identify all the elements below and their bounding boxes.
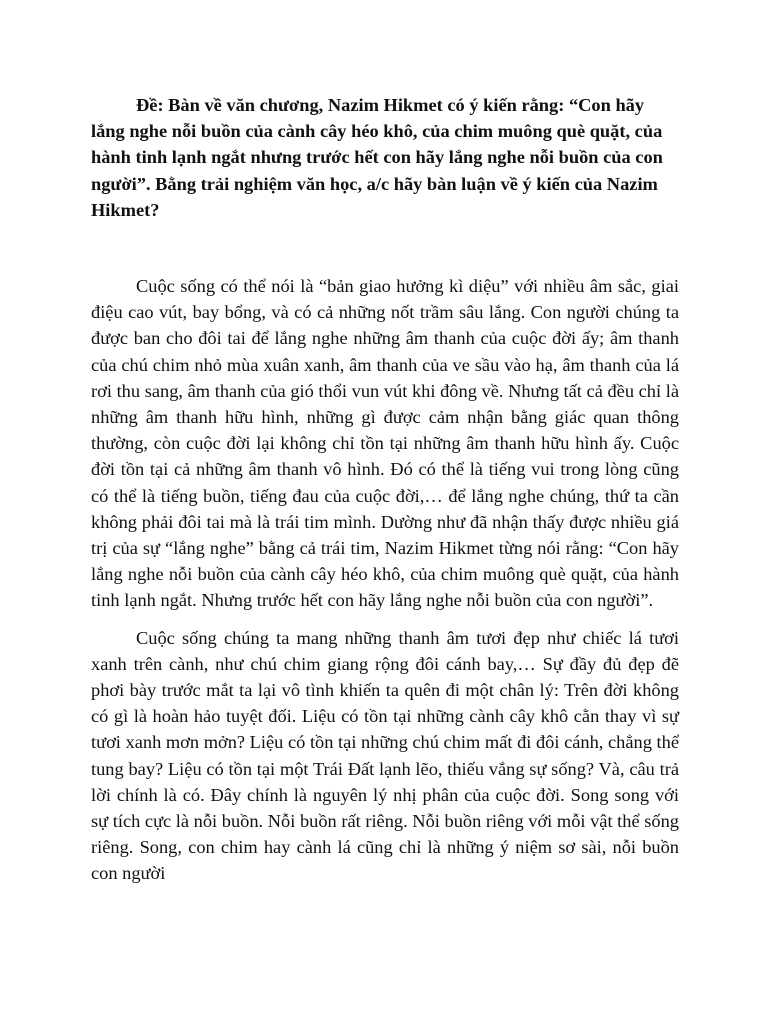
paragraph-1: Cuộc sống có thể nói là “bản giao hưởng kì diệu” với nhiều âm sắc, giai điệu cao vút, bay bổng, và có cả những nốt trầm sâu lắng. Con người chúng ta được ban cho đôi tai để lắng nghe những âm thanh của cuộc đời ấy; âm thanh của chú chim nhỏ mùa xuân xanh, âm thanh của ve sầu vào hạ, âm thanh của lá rơi thu sang, âm thanh của gió thổi vun vút khi đông về. Nhưng tất cả đều chỉ là những âm thanh hữu hình, những gì được cảm nhận bằng giác quan thông thường, còn cuộc đời lại không chỉ tồn tại những âm thanh hữu hình ấy. Cuộc đời tồn tại cả những âm thanh vô hình. Đó có thể là tiếng vui trong lòng cũng có thể là tiếng buồn, tiếng đau của cuộc đời,… để lắng nghe chúng, thứ ta cần không phải đôi tai mà là trái tim mình. Dường như đã nhận thấy được nhiều giá trị của sự “lắng nghe” bằng cả trái tim, Nazim Hikmet từng nói rằng: “Con hãy lắng nghe nỗi buồn của cành cây héo khô, của chim muông què quặt, của hành tinh lạnh ngắt. Nhưng trước hết con hãy lắng nghe nỗi buồn của con người”. <box>91 276 679 611</box>
essay-prompt-title: Đề: Bàn về văn chương, Nazim Hikmet có ý kiến rằng: “Con hãy lắng nghe nỗi buồn của cành cây héo khô, của chim muông què quặt, của hành tinh lạnh ngắt nhưng trước hết con hãy lắng nghe nỗi buồn của con người”. Bằng trải nghiệm văn học, a/c hãy bàn luận về ý kiến của Nazim Hikmet? <box>91 95 663 220</box>
document-page <box>91 92 679 887</box>
paragraph-2: Cuộc sống chúng ta mang những thanh âm tươi đẹp như chiếc lá tươi xanh trên cành, như chú chim giang rộng đôi cánh bay,… Sự đầy đủ đẹp đẽ phơi bày trước mắt ta lại vô tình khiến ta quên đi một chân lý: Trên đời không có gì là hoàn hảo tuyệt đối. Liệu có tồn tại những cành cây khô cằn thay vì sự tươi xanh mơn mởn? Liệu có tồn tại những chú chim mất đi đôi cánh, chẳng thể tung bay? Liệu có tồn tại một Trái Đất lạnh lẽo, thiếu vắng sự sống? Và, câu trả lời chính là có. Đây chính là nguyên lý nhị phân của cuộc đời. Song song với sự tích cực là nỗi buồn. Nỗi buồn rất riêng. Nỗi buồn riêng với mỗi vật thể sống riêng. Song, con chim hay cành lá cũng chỉ là những ý niệm sơ sài, nỗi buồn con người <box>91 627 679 884</box>
